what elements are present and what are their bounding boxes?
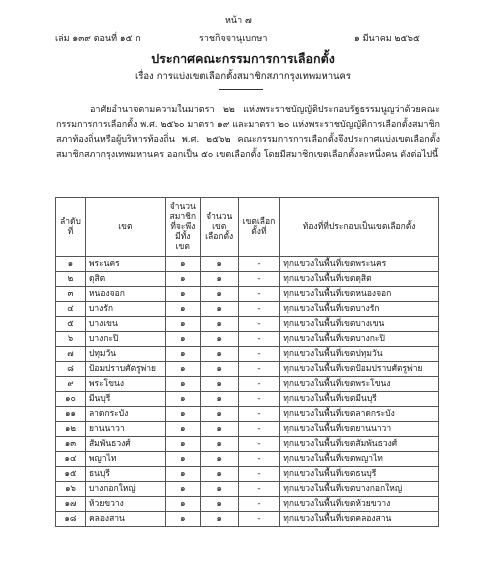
- table-row: [56, 362, 439, 377]
- zone-count: ๑: [200, 422, 238, 437]
- zone-count: ๑: [200, 437, 238, 452]
- table-row: [56, 407, 439, 422]
- district-name: หนองจอก: [85, 287, 165, 302]
- member-count: ๑: [165, 467, 200, 482]
- row-number: ๔: [56, 302, 86, 317]
- district-name: ยานนาวา: [85, 422, 165, 437]
- col-header-members: จำนวนสมาชิกที่จะพึงมีทั้งเขต: [165, 198, 200, 257]
- zone-count: ๑: [200, 362, 238, 377]
- table-row: [56, 317, 439, 332]
- district-name: บางเขน: [85, 317, 165, 332]
- row-number: ๑: [56, 257, 86, 272]
- row-number: ๑๐: [56, 392, 86, 407]
- area-description: ทุกแขวงในพื้นที่เขตบางกอกใหญ่: [280, 482, 439, 497]
- area-description: ทุกแขวงในพื้นที่เขตพระโขนง: [280, 377, 439, 392]
- zone-number: -: [238, 392, 280, 407]
- row-number: ๗: [56, 347, 86, 362]
- area-description: ทุกแขวงในพื้นที่เขตบางกะปิ: [280, 332, 439, 347]
- zone-count: ๑: [200, 317, 238, 332]
- member-count: ๑: [165, 407, 200, 422]
- zone-number: -: [238, 497, 280, 512]
- row-number: ๓: [56, 287, 86, 302]
- table-row: [56, 512, 439, 527]
- member-count: ๑: [165, 437, 200, 452]
- table-row: [56, 287, 439, 302]
- zone-count: ๑: [200, 467, 238, 482]
- announcement-body-text: อาศัยอำนาจตามความในมาตรา ๒๒ แห่งพระราชบัญญัติประกอบรัฐธรรมนูญว่าด้วยคณะกรรมการการเลือกตั้ง พ.ศ. ๒๕๖๐ มาตรา ๑๙ และมาตรา ๒๐ แห่งพระราชบัญญัติการเลือกตั้งสมาชิกสภาท้องถิ่นหรือผู้บริหารท้องถิ่น พ.ศ. ๒๕๖๒ คณะกรรมการการเลือกตั้งจึงประกาศแบ่งเขตเลือกตั้งสมาชิกสภากรุงเทพมหานคร ออกเป็น ๕๐ เขตเลือกตั้ง โดยมีสมาชิกเขตเลือกตั้งละหนึ่งคน ดังต่อไปนี้: [56, 105, 440, 160]
- member-count: ๑: [165, 362, 200, 377]
- member-count: ๑: [165, 302, 200, 317]
- row-number: ๑๗: [56, 497, 86, 512]
- volume-issue: เล่ม ๑๓๙ ตอนที่ ๑๕ ก: [55, 34, 141, 44]
- table-row: [56, 347, 439, 362]
- area-description: ทุกแขวงในพื้นที่เขตธนบุรี: [280, 467, 439, 482]
- row-number: ๑๔: [56, 452, 86, 467]
- table-row: [56, 482, 439, 497]
- district-name: ดุสิต: [85, 272, 165, 287]
- area-description: ทุกแขวงในพื้นที่เขตคลองสาน: [280, 512, 439, 527]
- table-row: [56, 332, 439, 347]
- district-name: ห้วยขวาง: [85, 497, 165, 512]
- row-number: ๑๓: [56, 437, 86, 452]
- zone-count: ๑: [200, 287, 238, 302]
- zone-number: -: [238, 317, 280, 332]
- zone-number: -: [238, 287, 280, 302]
- row-number: ๒: [56, 272, 86, 287]
- zone-number: -: [238, 362, 280, 377]
- member-count: ๑: [165, 347, 200, 362]
- zone-number: -: [238, 272, 280, 287]
- area-description: ทุกแขวงในพื้นที่เขตสัมพันธวงศ์: [280, 437, 439, 452]
- zone-number: -: [238, 452, 280, 467]
- col-header-zone-no: เขตเลือกตั้งที่: [238, 198, 280, 257]
- zone-number: -: [238, 407, 280, 422]
- row-number: ๖: [56, 332, 86, 347]
- area-description: ทุกแขวงในพื้นที่เขตหนองจอก: [280, 287, 439, 302]
- district-table: [55, 197, 439, 527]
- area-description: ทุกแขวงในพื้นที่เขตปทุมวัน: [280, 347, 439, 362]
- title-underline: [219, 89, 263, 90]
- member-count: ๑: [165, 422, 200, 437]
- zone-count: ๑: [200, 332, 238, 347]
- table-row: [56, 257, 439, 272]
- member-count: ๑: [165, 497, 200, 512]
- table-row: [56, 302, 439, 317]
- area-description: ทุกแขวงในพื้นที่เขตพญาไท: [280, 452, 439, 467]
- table-row: [56, 497, 439, 512]
- page-number: หน้า ๗: [225, 16, 252, 26]
- table-header-row: [56, 198, 439, 257]
- district-name: พระโขนง: [85, 377, 165, 392]
- area-description: ทุกแขวงในพื้นที่เขตบางเขน: [280, 317, 439, 332]
- zone-number: -: [238, 377, 280, 392]
- zone-count: ๑: [200, 482, 238, 497]
- gazette-name: ราชกิจจานุเบกษา: [199, 34, 268, 44]
- zone-count: ๑: [200, 377, 238, 392]
- zone-number: -: [238, 332, 280, 347]
- member-count: ๑: [165, 332, 200, 347]
- district-name: มีนบุรี: [85, 392, 165, 407]
- area-description: ทุกแขวงในพื้นที่เขตพระนคร: [280, 257, 439, 272]
- table-row: [56, 392, 439, 407]
- member-count: ๑: [165, 272, 200, 287]
- row-number: ๑๕: [56, 467, 86, 482]
- district-name: พระนคร: [85, 257, 165, 272]
- district-name: สัมพันธวงศ์: [85, 437, 165, 452]
- member-count: ๑: [165, 392, 200, 407]
- district-name: พญาไท: [85, 452, 165, 467]
- zone-number: -: [238, 467, 280, 482]
- member-count: ๑: [165, 317, 200, 332]
- zone-number: -: [238, 347, 280, 362]
- row-number: ๑๘: [56, 512, 86, 527]
- table-row: [56, 437, 439, 452]
- zone-count: ๑: [200, 392, 238, 407]
- zone-number: -: [238, 302, 280, 317]
- zone-count: ๑: [200, 497, 238, 512]
- district-name: คลองสาน: [85, 512, 165, 527]
- zone-count: ๑: [200, 512, 238, 527]
- member-count: ๑: [165, 512, 200, 527]
- area-description: ทุกแขวงในพื้นที่เขตห้วยขวาง: [280, 497, 439, 512]
- area-description: ทุกแขวงในพื้นที่เขตยานนาวา: [280, 422, 439, 437]
- table-row: [56, 377, 439, 392]
- row-number: ๑๒: [56, 422, 86, 437]
- area-description: ทุกแขวงในพื้นที่เขตป้อมปราบศัตรูพ่าย: [280, 362, 439, 377]
- area-description: ทุกแขวงในพื้นที่เขตดุสิต: [280, 272, 439, 287]
- table-row: [56, 452, 439, 467]
- table-row: [56, 467, 439, 482]
- member-count: ๑: [165, 377, 200, 392]
- area-description: ทุกแขวงในพื้นที่เขตบางรัก: [280, 302, 439, 317]
- table-row: [56, 422, 439, 437]
- announcement-body: [56, 103, 440, 163]
- col-header-zones: จำนวนเขตเลือกตั้ง: [200, 198, 238, 257]
- zone-count: ๑: [200, 407, 238, 422]
- zone-number: -: [238, 257, 280, 272]
- member-count: ๑: [165, 257, 200, 272]
- row-number: ๘: [56, 362, 86, 377]
- member-count: ๑: [165, 452, 200, 467]
- table-row: [56, 272, 439, 287]
- district-name: ปทุมวัน: [85, 347, 165, 362]
- zone-number: -: [238, 482, 280, 497]
- row-number: ๙: [56, 377, 86, 392]
- zone-count: ๑: [200, 347, 238, 362]
- area-description: ทุกแขวงในพื้นที่เขตลาดกระบัง: [280, 407, 439, 422]
- member-count: ๑: [165, 482, 200, 497]
- announcement-title: ประกาศคณะกรรมการการเลือกตั้ง: [151, 51, 335, 66]
- col-header-district: เขต: [85, 198, 165, 257]
- district-name: บางรัก: [85, 302, 165, 317]
- district-name: ลาดกระบัง: [85, 407, 165, 422]
- area-description: ทุกแขวงในพื้นที่เขตมีนบุรี: [280, 392, 439, 407]
- zone-number: -: [238, 422, 280, 437]
- row-number: ๑๑: [56, 407, 86, 422]
- zone-count: ๑: [200, 272, 238, 287]
- zone-number: -: [238, 512, 280, 527]
- zone-count: ๑: [200, 257, 238, 272]
- zone-count: ๑: [200, 302, 238, 317]
- district-name: ธนบุรี: [85, 467, 165, 482]
- publication-date: ๑ มีนาคม ๒๕๖๕: [354, 34, 420, 44]
- zone-number: -: [238, 437, 280, 452]
- member-count: ๑: [165, 287, 200, 302]
- col-header-order: ลำดับที่: [56, 198, 86, 257]
- district-name: ป้อมปราบศัตรูพ่าย: [85, 362, 165, 377]
- zone-count: ๑: [200, 452, 238, 467]
- announcement-subject: เรื่อง การแบ่งเขตเลือกตั้งสมาชิกสภากรุงเทพมหานคร: [134, 71, 351, 82]
- row-number: ๑๖: [56, 482, 86, 497]
- row-number: ๕: [56, 317, 86, 332]
- district-name: บางกอกใหญ่: [85, 482, 165, 497]
- col-header-area: ท้องที่ที่ประกอบเป็นเขตเลือกตั้ง: [280, 198, 439, 257]
- district-name: บางกะปิ: [85, 332, 165, 347]
